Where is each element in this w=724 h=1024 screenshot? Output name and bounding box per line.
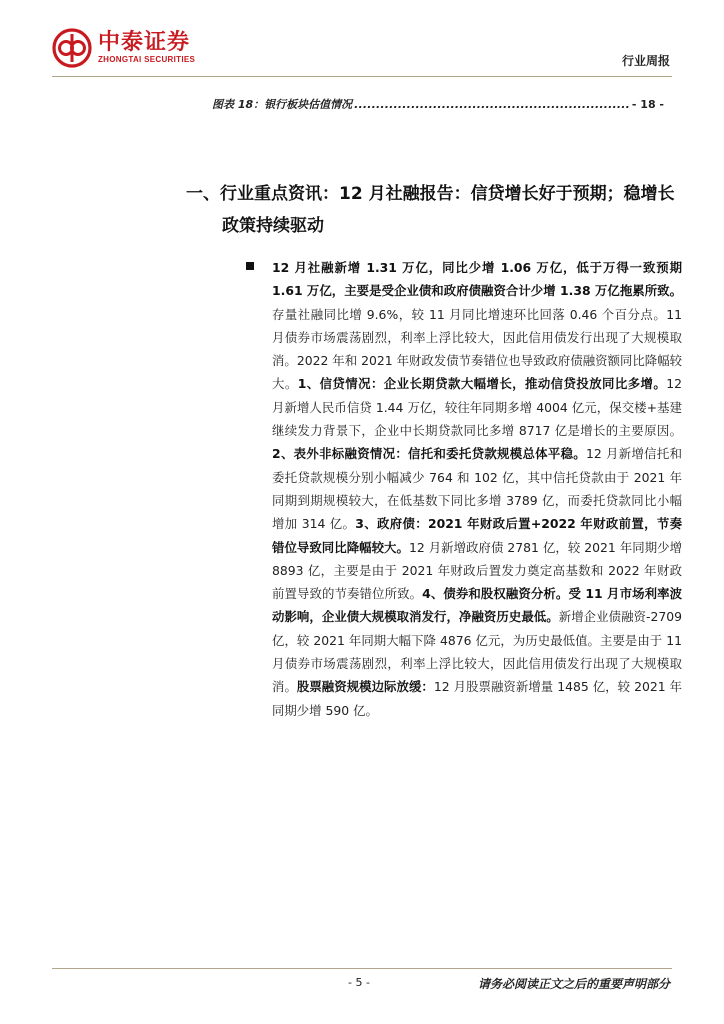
- header-divider: [52, 76, 672, 77]
- body-sentence: 新增企业债融资-2709 亿，较 2021 年同期大幅下降 4876 亿元，为历史最低值。主要是由于 11 月债券市场震荡剧烈，利率上浮比较大，因此信用债发行出现了大规模取消。: [272, 609, 683, 695]
- body-sentence: 12 月新增人民币信贷 1.44 万亿，较往年同期多增 4004 亿元，保交楼+基建继续发力背景下，企业中长期贷款同比多增 8717 亿是增长的主要原因。: [272, 376, 683, 439]
- bold-sentence: 股票融资规模边际放缓：: [296, 679, 434, 695]
- page-number: - 5 -: [348, 976, 370, 989]
- toc-entry-page: - 18 -: [631, 98, 664, 111]
- section-heading-line2: 政策持续驱动: [222, 216, 324, 236]
- logo-english-name: ZHONGTAI SECURITIES: [98, 55, 196, 64]
- square-bullet-icon: [246, 262, 254, 270]
- bullet-paragraph: [272, 256, 682, 722]
- report-type-label: 行业周报: [621, 54, 670, 68]
- toc-leader-dots: [354, 98, 630, 111]
- footer-disclaimer: 请务必阅读正文之后的重要声明部分: [477, 977, 670, 991]
- body-sentence: 存量社融同比增 9.6%，较 11 月同比增速环比回落 0.46 个百分点。11 月债券市场震荡剧烈，利率上浮比较大，因此信用债发行出现了大规模取消。2022 年和 2021 年财政发债节奏错位也导致政府债融资额同比降幅较大。: [272, 306, 682, 392]
- toc-entry[interactable]: [212, 96, 664, 112]
- section-heading-line1: 一、行业重点资讯：12 月社融报告：信贷增长好于预期；稳增长: [186, 184, 675, 204]
- body-sentence: 12 月新增信托和委托贷款规模分别小幅减少 764 和 102 亿，其中信托贷款由于 2021 年同期到期规模较大，在低基数下同比多增 3789 亿，而委托贷款同比小幅增加 314 亿。: [272, 446, 682, 532]
- bold-sentence: 12 月社融新增 1.31 万亿，同比少增 1.06 万亿，低于万得一致预期 1.61 万亿，主要是受企业债和政府债融资合计少增 1.38 万亿拖累所致。: [272, 260, 682, 299]
- footer-divider: [52, 968, 672, 969]
- logo-chinese-name: 中泰证券: [98, 30, 191, 55]
- section-heading: [186, 178, 686, 242]
- zhongtai-logo-icon: [52, 28, 92, 68]
- toc-entry-label: 图表 18：银行板块估值情况: [212, 98, 353, 111]
- bold-sentence: 2、表外非标融资情况：信托和委托贷款规模总体平稳。: [272, 446, 587, 462]
- logo-text: [98, 31, 195, 65]
- bold-sentence: 4、债券和股权融资分析。受 11 月市场利率波动影响，企业债大规模取消发行，净融资历史最低。: [272, 586, 682, 625]
- bold-sentence: 3、政府债：2021 年财政后置+2022 年财政前置，节奏错位导致同比降幅较大。: [272, 516, 682, 555]
- bold-sentence: 1、信贷情况：企业长期贷款大幅增长，推动信贷投放同比多增。: [297, 376, 667, 392]
- body-sentence: 12 月股票融资新增量 1485 亿，较 2021 年同期少增 590 亿。: [272, 679, 683, 718]
- page-header: [0, 0, 724, 80]
- body-sentence: 12 月新增政府债 2781 亿，较 2021 年同期少增 8893 亿，主要是由于 2021 年财政后置发力奠定高基数和 2022 年财政前置导致的节奏错位所致。: [272, 539, 683, 602]
- company-logo: [52, 28, 195, 68]
